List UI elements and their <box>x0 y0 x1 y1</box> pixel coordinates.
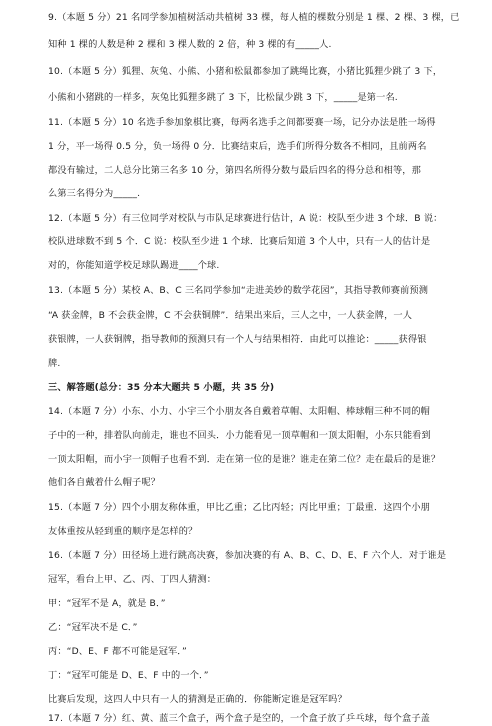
q16-line-1: 16.（本题 7 分）田径场上进行跳高决赛，参加决赛的有 A、B、C、D、E、F 六个人．对于谁是 <box>48 550 447 561</box>
q13-line-4: 牌. <box>48 358 61 369</box>
q10-line-1: 10.（本题 5 分）狐狸、灰兔、小熊、小猪和松鼠都参加了跳绳比赛，小猪比狐狸少跳了 3 下， <box>48 66 443 77</box>
q16-line-7: 比赛后发现，这四人中只有一人的猜测是正确的．你能断定谁是冠军吗？ <box>48 694 347 705</box>
q12-line-1: 12.（本题 5 分）有三位同学对校队与市队足球赛进行估计，A 说：校队至少进 3 个球．B 说： <box>48 213 443 224</box>
q15-line-1: 15.（本题 7 分）四个小朋友称体重，甲比乙重；乙比丙轻；丙比甲重；丁最重．这四个小朋 <box>48 502 431 513</box>
q11-line-4: 么第三名得分为_____. <box>48 188 141 199</box>
q16-line-4: 乙：“冠军决不是 C．” <box>48 622 138 633</box>
q13-line-3: 获银牌，一人获铜牌，指导教师的预测只有一个人与结果相符．由此可以推论：_____获得银 <box>48 334 427 345</box>
q9-line-1: 9.（本题 5 分）21 名同学参加植树活动共植树 33 棵，每人植的棵数分别是 1 棵、2 棵、3 棵，已 <box>48 12 460 23</box>
q16-line-2: 冠军，看台上甲、乙、丙、丁四人猜测： <box>48 574 217 585</box>
q11-line-2: 1 分，平一场得 0.5 分，负一场得 0 分．比赛结束后，选手们所得分数各不相同，且前两名 <box>48 141 427 152</box>
q13-line-2: “A 获金牌，B 不会获金牌，C 不会获铜牌”．结果出来后，三人之中，一人获金牌，一人 <box>48 310 413 321</box>
q15-line-2: 友体重按从轻到重的顺序是怎样的？ <box>48 526 198 537</box>
q12-line-2: 校队进球数不到 5 个．C 说：校队至少进 1 个球．比赛后知道 3 个人中，只有一人的估计是 <box>48 236 431 247</box>
q11-line-3: 都没有输过，二人总分比第三名多 10 分，第四名所得分数与最后四名的得分总和相等，那 <box>48 165 421 176</box>
q16-line-3: 甲：“冠军不是 A，就是 B．” <box>48 598 166 609</box>
q14-line-2: 子中的一种，排着队向前走，谁也不回头．小力能看见一顶草帽和一顶太阳帽，小东只能看到 <box>48 430 431 441</box>
q11-line-1: 11.（本题 5 分）10 名选手参加象棋比赛，每两名选手之间都要赛一场，记分办法是胜一场得 <box>48 117 436 128</box>
q9-line-2: 知种 1 棵的人数是种 2 棵和 3 棵人数的 2 倍，种 3 棵的有_____人. <box>48 39 332 50</box>
q10-line-2: 小熊和小猪跳的一样多，灰兔比狐狸多跳了 3 下，比松鼠少跳 3 下，_____是第一名. <box>48 92 398 103</box>
q14-line-3: 一顶太阳帽，而小宇一顶帽子也看不到．走在第一位的是谁？谁走在第二位？走在最后的是谁？ <box>48 454 441 465</box>
q14-line-4: 他们各自戴着什么帽子呢？ <box>48 477 161 488</box>
q12-line-3: 对的，你能知道学校足球队踢进____个球. <box>48 260 220 271</box>
q14-line-1: 14.（本题 7 分）小东、小力、小宇三个小朋友各自戴着草帽、太阳帽、棒球帽三种不同的帽 <box>48 406 431 417</box>
q16-line-6: 丁：“冠军可能是 D、E、F 中的一个．” <box>48 670 209 681</box>
q16-line-5: 丙：“D、E、F 都不可能是冠军．” <box>48 646 187 657</box>
q13-line-1: 13.（本题 5 分）某校 A、B、C 三名同学参加“走进美妙的数学花园”，其指导教师赛前预测 <box>48 285 429 296</box>
section-heading: 三、解答题(总分：35 分本大题共 5 小题，共 35 分) <box>48 382 275 393</box>
q17-line-1: 17.（本题 7 分）红、黄、蓝三个盒子，两个盒子是空的，一个盒子放了乒乓球，每个盒子盖 <box>48 713 431 724</box>
